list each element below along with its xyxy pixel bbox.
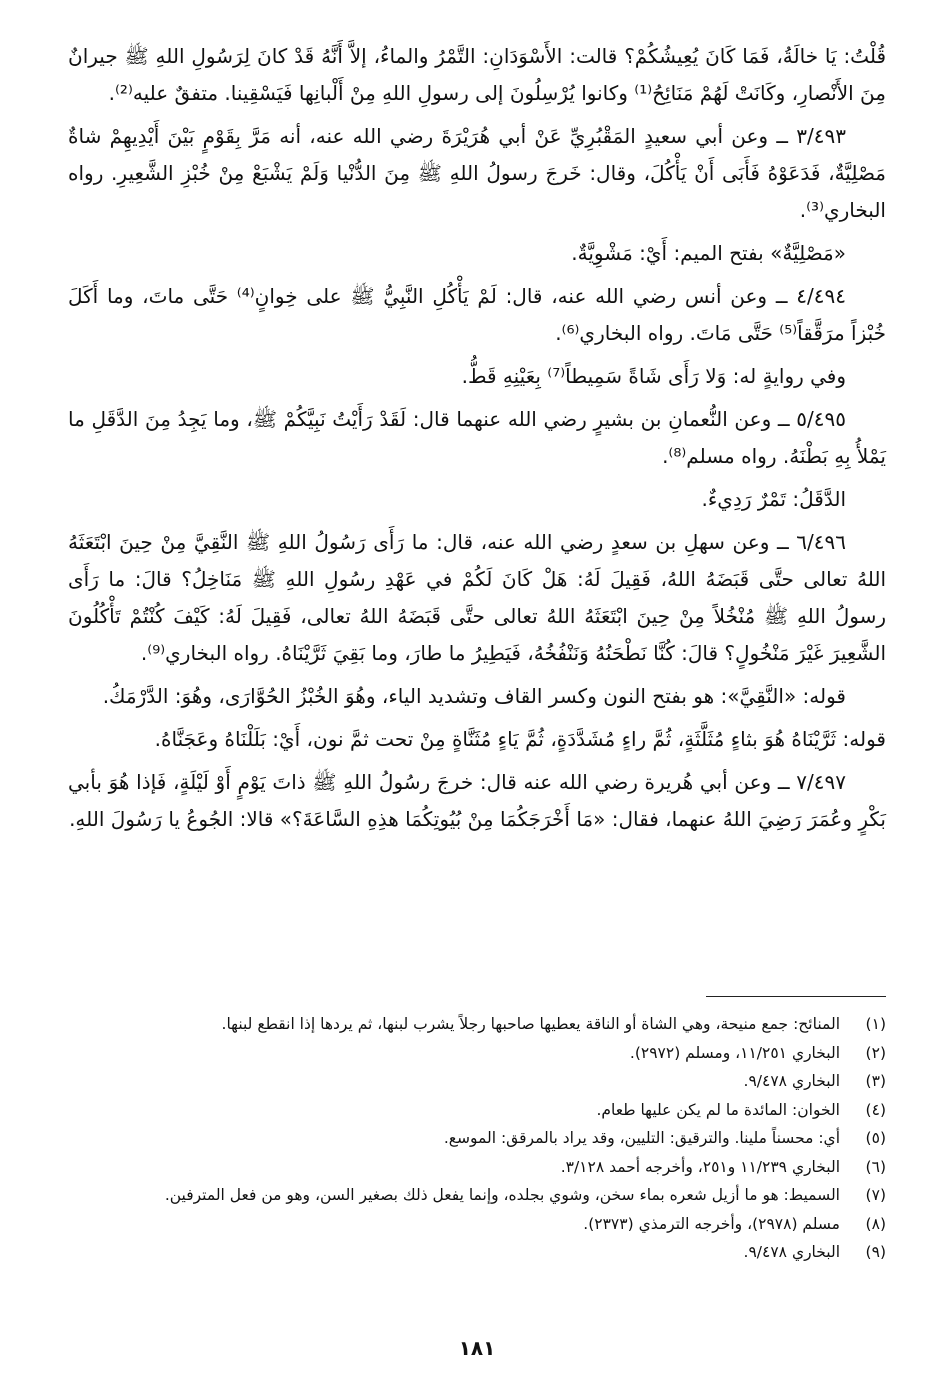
- hadith-493: ٣/٤٩٣ ــ وعن أبي سعيدٍ المَقْبُرِيِّ عَنْ أبي هُرَيْرَةَ رضي الله عنه، أنه مَرَّ بِقَوْمٍ بَيْنَ أَيْدِيهِمْ شاةٌ مَصْلِيَّةٌ، فَدَعَوْهُ فَأَبَى أَنْ يَأْكُلَ، وقال: خَرجَ رسولُ اللهِ ﷺ مِنَ الدُّنْيا وَلَمْ يَشْبَعْ مِنْ خُبْزِ الشَّعِيرِ. رواه البخاري⁽³⁾.: [68, 124, 886, 222]
- footnotes: [68, 1010, 886, 1267]
- footnote-number: (٥): [865, 1129, 886, 1147]
- footnote-item: [68, 1238, 886, 1267]
- gloss-daqal: الدَّقَلُ: تَمْرٌ رَدِيءٌ.: [701, 487, 846, 511]
- paragraph-continuation: قُلْتُ: يَا خالَةُ، فَمَا كَانَ يُعِيشُكُمْ؟ قالت: الأَسْوَدَانِ: التَّمْرُ والماءُ، إلاَّ أَنَّهُ قَدْ كانَ لِرَسُولِ اللهِ ﷺ جيرانٌ مِنَ الأَنْصارِ، وكَانَتْ لَهُمْ مَنَائِحُ⁽¹⁾ وكانوا يُرْسِلُونَ إلى رسولِ اللهِ مِنْ أَلْبانِها فَيَسْقِينا. متفقٌ عليه⁽²⁾.: [68, 44, 886, 105]
- footnote-item: [68, 1039, 886, 1068]
- hadith-495: ٥/٤٩٥ ــ وعن النُّعمانِ بن بشيرٍ رضي الله عنهما قال: لَقَدْ رَأَيْتُ نَبِيَّكُمْ ﷺ، وما يَجِدُ مِنَ الدَّقَلِ ما يَمْلأُ بِهِ بَطْنَهُ. رواه مسلم⁽⁸⁾.: [68, 407, 886, 468]
- footnote-number: (١): [865, 1015, 886, 1033]
- book-page: [68, 38, 886, 1358]
- footnote-number: (٩): [865, 1243, 886, 1261]
- gloss-masliyya: «مَصْلِيَّةٌ» بفتح الميم: أَيْ: مَشْوِيَّةٌ.: [571, 241, 846, 265]
- footnote-text: البخاري ٩/٤٧٨.: [743, 1243, 840, 1261]
- footnote-item: [68, 1124, 886, 1153]
- footnote-number: (٢): [865, 1043, 886, 1062]
- footnote-number: (٨): [865, 1214, 886, 1233]
- hadith-494: ٤/٤٩٤ ــ وعن أنس رضي الله عنه، قال: لَمْ يَأْكُلِ النَّبِيُّ ﷺ على خِوانٍ⁽⁴⁾ حَتَّى ماتَ، وما أَكَلَ خُبْزاً مرَقَّقاً⁽⁵⁾ حَتَّى مَاتَ. رواه البخاري⁽⁶⁾.: [68, 284, 886, 345]
- page-number: ١٨١: [458, 1336, 496, 1360]
- gloss-naqiyy: قوله: «النَّقِيَّ»: هو بفتح النون وكسر القاف وتشديد الياء، وهُوَ الخُبْزُ الحُوَّارَى، وهُوَ: الدَّرْمَكُ.: [102, 684, 846, 708]
- hadith-494-variant: وفي روايةٍ له: وَلا رَأَى شَاةً سَمِيطاً⁽⁷⁾ بِعَيْنِهِ قَطُّ.: [461, 364, 846, 388]
- gloss-tharraynahu: قوله: ثَرَّيْنَاهُ هُوَ بثاءٍ مُثَلَّثَةٍ، ثُمَّ راءٍ مُشَدَّدَةٍ، ثُمَّ يَاءٍ مُثَنَّاةٍ مِنْ تحت ثمَّ نون، أَيْ: بَلَلْنَاهُ وعَجَنَّاهُ.: [154, 727, 886, 751]
- footnote-number: (٧): [865, 1186, 886, 1204]
- footnote-item: [68, 1181, 886, 1210]
- footnote-item: [68, 1010, 886, 1039]
- footnote-item: [68, 1067, 886, 1096]
- footnote-number: (٦): [865, 1157, 886, 1176]
- footnote-text: أي: محسناً ملينا. والترقيق: التليين، وقد يراد بالمرقق: الموسع.: [443, 1129, 840, 1147]
- footnote-separator: [706, 996, 886, 997]
- footnote-text: البخاري ١١/٢٣٩ و٢٥١، وأخرجه أحمد ٣/١٢٨.: [560, 1157, 840, 1176]
- footnote-text: مسلم (٢٩٧٨)، وأخرجه الترمذي (٢٣٧٣).: [583, 1214, 840, 1233]
- footnote-text: الخوان: المائدة ما لم يكن عليها طعام.: [596, 1100, 840, 1119]
- footnote-number: (٤): [865, 1100, 886, 1119]
- footnote-text: البخاري ٩/٤٧٨.: [743, 1072, 840, 1090]
- footnote-item: [68, 1096, 886, 1125]
- footnote-text: السميط: هو ما أزيل شعره بماء سخن، وشوي بجلده، وإنما يفعل ذلك بصغير السن، وهو من فعل المترفين.: [164, 1186, 840, 1204]
- footnote-text: البخاري ١١/٢٥١، ومسلم (٢٩٧٢).: [629, 1043, 840, 1062]
- footnote-number: (٣): [865, 1072, 886, 1090]
- footnote-text: المنائح: جمع منيحة، وهي الشاة أو الناقة يعطيها صاحبها رجلاً يشرب لبنها، ثم يردها إذا انقطع لبنها.: [221, 1015, 840, 1033]
- main-text: [68, 38, 886, 838]
- footnote-item: [68, 1210, 886, 1239]
- hadith-496: ٦/٤٩٦ ــ وعن سهلِ بن سعدٍ رضي الله عنه، قال: ما رَأَى رَسُولُ اللهِ ﷺ النَّقِيَّ مِنْ حِينَ ابْتَعَثَهُ اللهُ تعالى حتَّى قَبَضَهُ اللهُ، فَقِيلَ لَهُ: هَلْ كَانَ لَكُمْ في عَهْدِ رسُولِ اللهِ ﷺ مَنَاخِلُ؟ قالَ: ما رَأَى رسولُ اللهِ ﷺ مُنْخُلاً مِنْ حِينَ ابْتَعَثَهُ اللهُ تعالى حتَّى قَبَضَهُ اللهُ تعالى، فَقِيلَ لَهُ: كَيْفَ كُنْتُمْ تَأْكُلُونَ الشَّعِيرَ غَيْرَ مَنْخُولٍ؟ قالَ: كُنَّا نَطْحَنُهُ وَنَنْفُخُهُ، فَيَطِيرُ ما طارَ، وما بَقِيَ ثَرَّيْنَاهُ. رواه البخاري⁽⁹⁾.: [68, 530, 886, 665]
- footnote-item: [68, 1153, 886, 1182]
- hadith-497: ٧/٤٩٧ ــ وعن أبي هُريرة رضي الله عنه قال: خرجَ رسُولُ اللهِ ﷺ ذاتَ يَوْمٍ أَوْ لَيْلَةٍ، فَإذا هُوَ بأبي بَكْرٍ وعُمَرَ رَضِيَ اللهُ عنهما، فقال: «مَا أَخْرَجَكُمَا مِنْ بُيُوتِكُمَا هذِهِ السَّاعَةَ؟» قالا: الجُوعُ يا رَسُولَ اللهِ.: [68, 770, 886, 831]
